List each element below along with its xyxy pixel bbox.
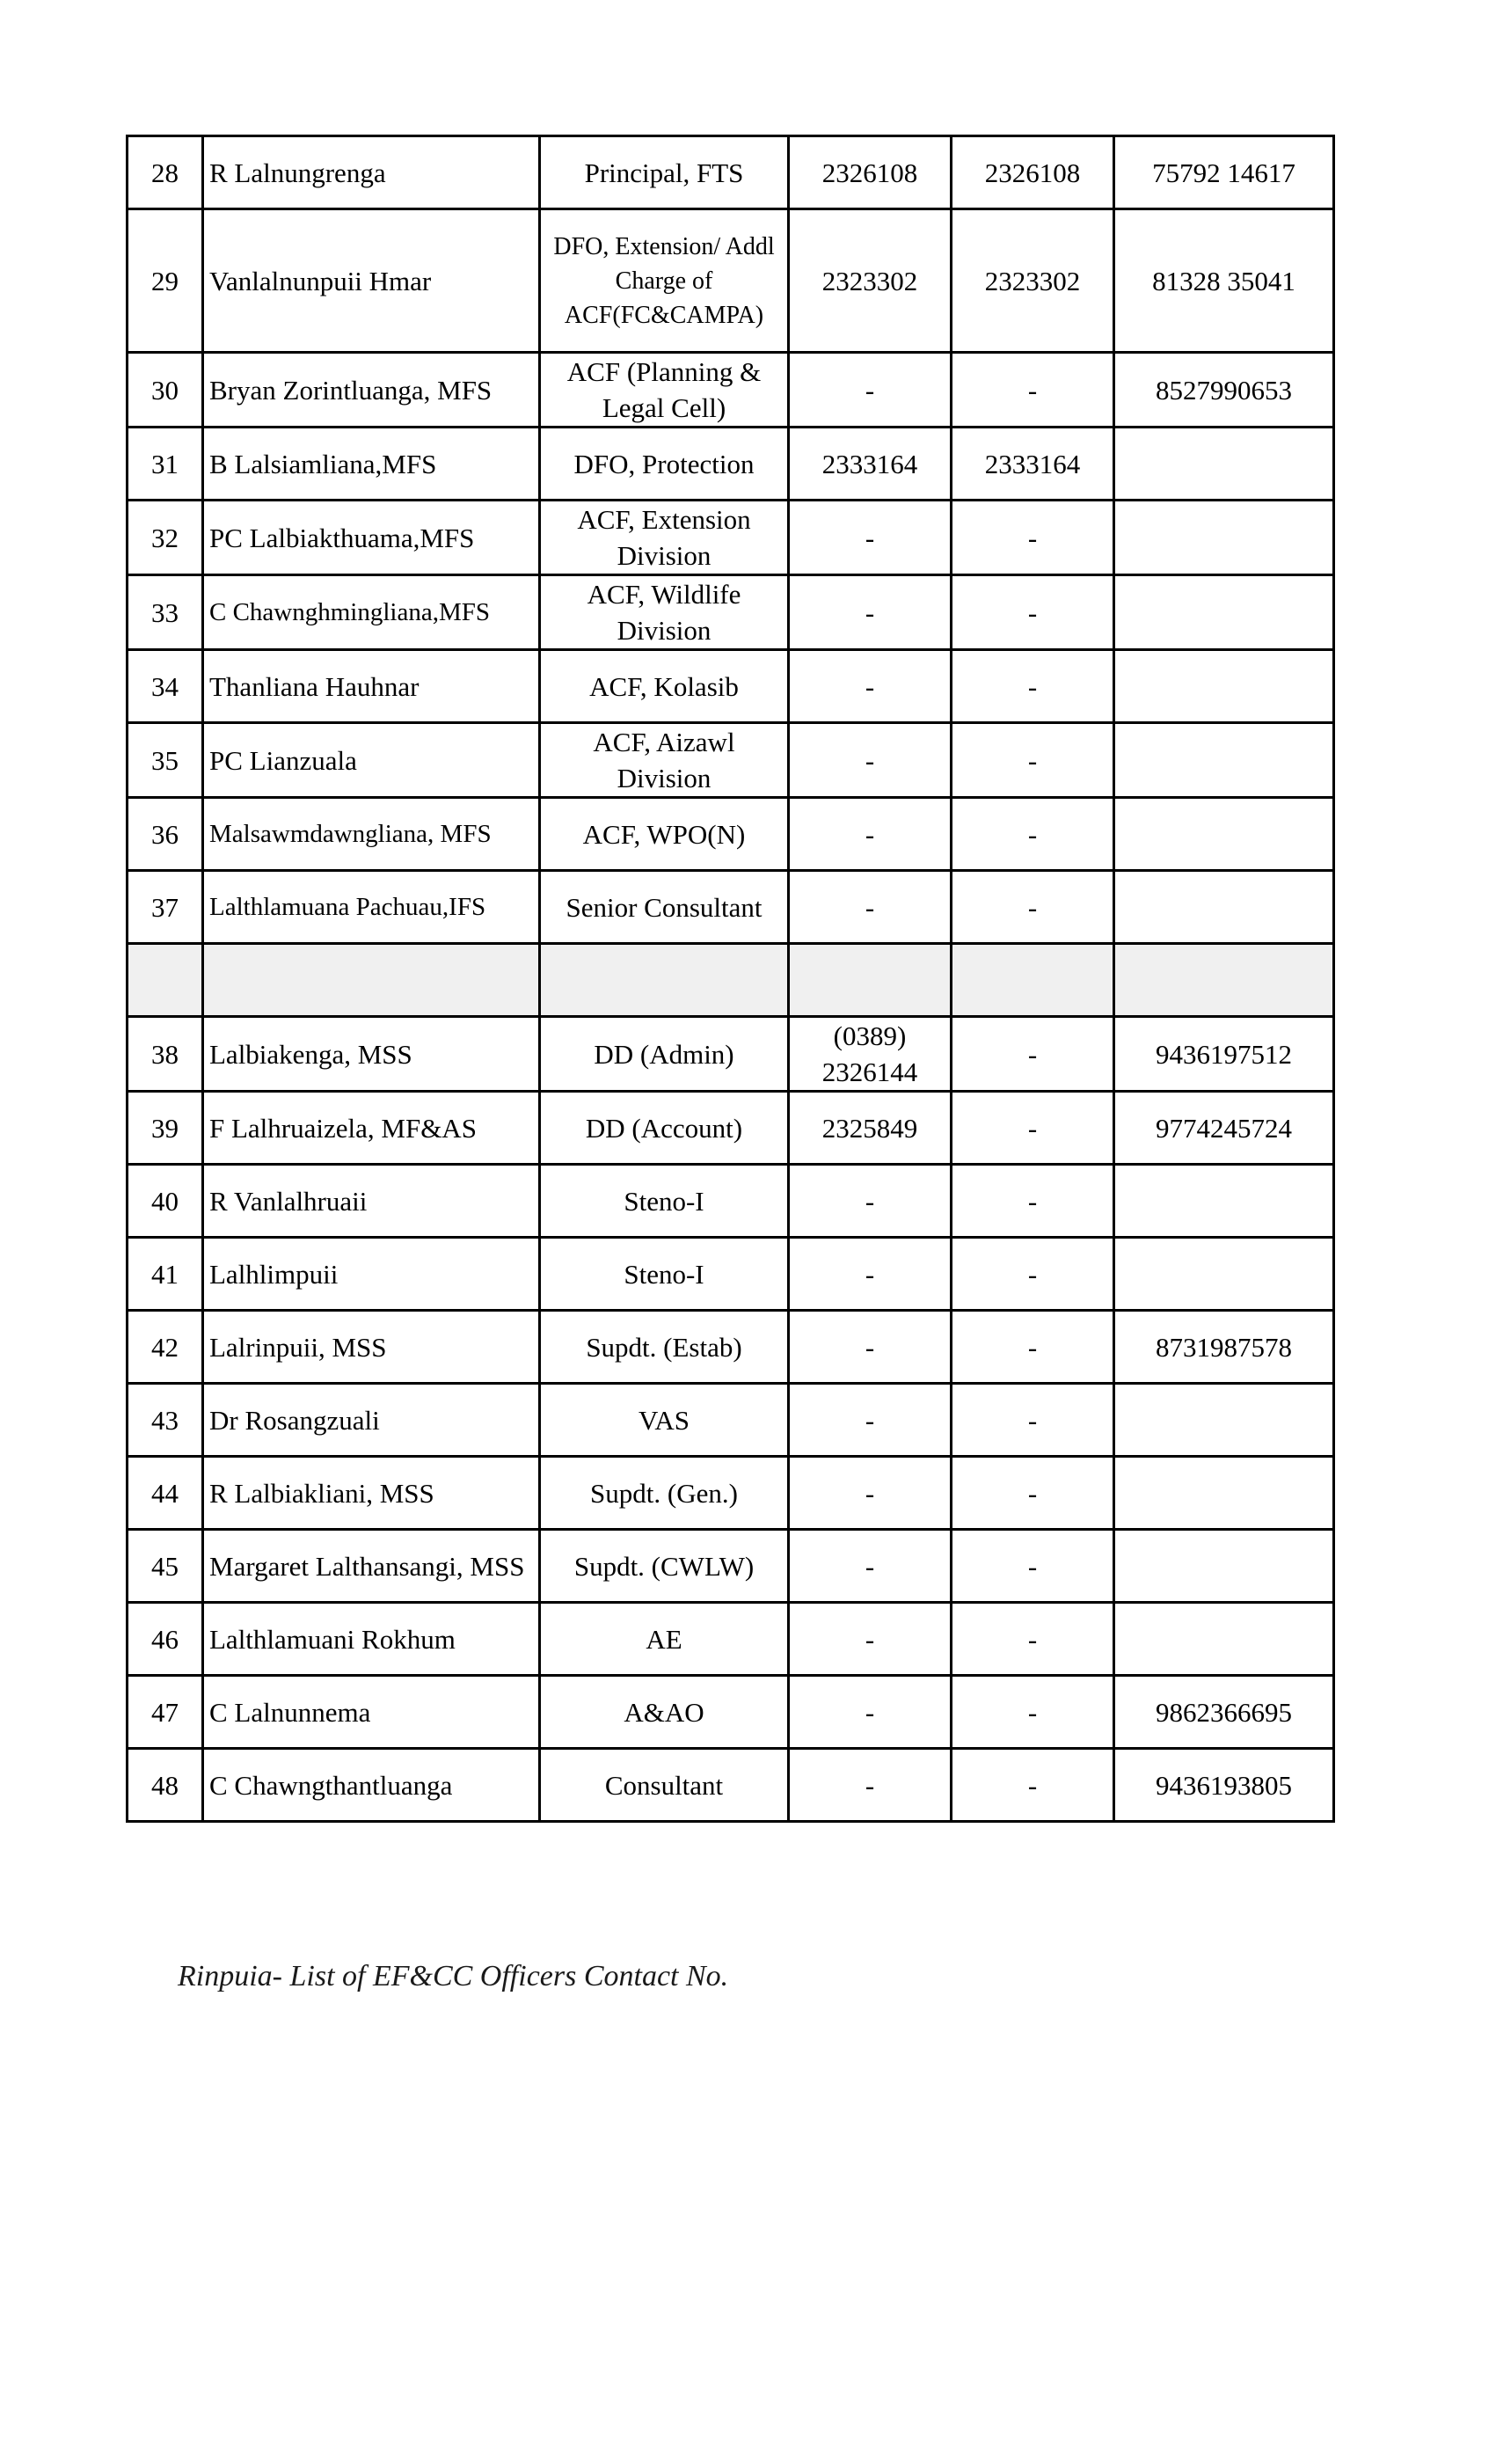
office-phone: - bbox=[789, 353, 952, 428]
designation: DD (Account) bbox=[540, 1092, 789, 1165]
fax-number: - bbox=[952, 871, 1114, 944]
fax-number: - bbox=[952, 1457, 1114, 1530]
table-row bbox=[128, 501, 1334, 575]
serial-number: 48 bbox=[128, 1749, 203, 1822]
table-row bbox=[128, 1311, 1334, 1384]
office-phone: - bbox=[789, 501, 952, 575]
mobile-number bbox=[1114, 798, 1334, 871]
mobile-number: 9436197512 bbox=[1114, 1017, 1334, 1092]
designation: Supdt. (Estab) bbox=[540, 1311, 789, 1384]
officer-name: Lalbiakenga, MSS bbox=[203, 1017, 540, 1092]
mobile-number: 9436193805 bbox=[1114, 1749, 1334, 1822]
designation: Principal, FTS bbox=[540, 136, 789, 209]
officer-name: F Lalhruaizela, MF&AS bbox=[203, 1092, 540, 1165]
office-phone: - bbox=[789, 723, 952, 798]
fax-number: - bbox=[952, 1092, 1114, 1165]
mobile-number bbox=[1114, 650, 1334, 723]
officer-name: R Lalbiakliani, MSS bbox=[203, 1457, 540, 1530]
office-phone: 2333164 bbox=[789, 428, 952, 501]
officer-name: PC Lalbiakthuama,MFS bbox=[203, 501, 540, 575]
officer-name: R Vanlalhruaii bbox=[203, 1165, 540, 1238]
fax-number: - bbox=[952, 798, 1114, 871]
designation: AE bbox=[540, 1603, 789, 1676]
table-row bbox=[128, 209, 1334, 353]
office-phone: - bbox=[789, 575, 952, 650]
office-phone: - bbox=[789, 1530, 952, 1603]
office-phone: - bbox=[789, 1676, 952, 1749]
officer-name: B Lalsiamliana,MFS bbox=[203, 428, 540, 501]
officer-name: Vanlalnunpuii Hmar bbox=[203, 209, 540, 353]
table-row bbox=[128, 1165, 1334, 1238]
mobile-number: 75792 14617 bbox=[1114, 136, 1334, 209]
designation: Supdt. (CWLW) bbox=[540, 1530, 789, 1603]
office-phone: - bbox=[789, 1457, 952, 1530]
officer-name: R Lalnungrenga bbox=[203, 136, 540, 209]
table-row bbox=[128, 723, 1334, 798]
designation: Steno-I bbox=[540, 1238, 789, 1311]
officer-name bbox=[203, 944, 540, 1017]
fax-number: 2326108 bbox=[952, 136, 1114, 209]
mobile-number bbox=[1114, 871, 1334, 944]
fax-number: - bbox=[952, 1384, 1114, 1457]
serial-number bbox=[128, 944, 203, 1017]
designation: DFO, Protection bbox=[540, 428, 789, 501]
serial-number: 31 bbox=[128, 428, 203, 501]
officer-name: Bryan Zorintluanga, MFS bbox=[203, 353, 540, 428]
mobile-number bbox=[1114, 1603, 1334, 1676]
fax-number bbox=[952, 944, 1114, 1017]
table-row bbox=[128, 136, 1334, 209]
table-row bbox=[128, 1238, 1334, 1311]
contact-table-body bbox=[128, 136, 1334, 1822]
fax-number: - bbox=[952, 1749, 1114, 1822]
officer-name: C Chawngthantluanga bbox=[203, 1749, 540, 1822]
officer-name: C Chawnghmingliana,MFS bbox=[203, 575, 540, 650]
table-row bbox=[128, 1384, 1334, 1457]
designation: ACF, WPO(N) bbox=[540, 798, 789, 871]
office-phone: (0389) 2326144 bbox=[789, 1017, 952, 1092]
table-row bbox=[128, 575, 1334, 650]
mobile-number bbox=[1114, 1457, 1334, 1530]
serial-number: 38 bbox=[128, 1017, 203, 1092]
fax-number: - bbox=[952, 353, 1114, 428]
office-phone: - bbox=[789, 1384, 952, 1457]
table-row bbox=[128, 871, 1334, 944]
mobile-number bbox=[1114, 501, 1334, 575]
serial-number: 32 bbox=[128, 501, 203, 575]
mobile-number bbox=[1114, 944, 1334, 1017]
mobile-number: 8527990653 bbox=[1114, 353, 1334, 428]
table-row bbox=[128, 1749, 1334, 1822]
office-phone: 2325849 bbox=[789, 1092, 952, 1165]
table-row bbox=[128, 1092, 1334, 1165]
serial-number: 44 bbox=[128, 1457, 203, 1530]
fax-number: - bbox=[952, 501, 1114, 575]
serial-number: 33 bbox=[128, 575, 203, 650]
office-phone: - bbox=[789, 798, 952, 871]
serial-number: 30 bbox=[128, 353, 203, 428]
serial-number: 37 bbox=[128, 871, 203, 944]
mobile-number: 81328 35041 bbox=[1114, 209, 1334, 353]
designation: Supdt. (Gen.) bbox=[540, 1457, 789, 1530]
serial-number: 35 bbox=[128, 723, 203, 798]
mobile-number: 8731987578 bbox=[1114, 1311, 1334, 1384]
officer-name: Malsawmdawngliana, MFS bbox=[203, 798, 540, 871]
serial-number: 46 bbox=[128, 1603, 203, 1676]
mobile-number: 9862366695 bbox=[1114, 1676, 1334, 1749]
mobile-number bbox=[1114, 428, 1334, 501]
table-row bbox=[128, 428, 1334, 501]
office-phone: - bbox=[789, 650, 952, 723]
serial-number: 34 bbox=[128, 650, 203, 723]
fax-number: - bbox=[952, 1530, 1114, 1603]
table-row bbox=[128, 1457, 1334, 1530]
serial-number: 47 bbox=[128, 1676, 203, 1749]
fax-number: - bbox=[952, 575, 1114, 650]
fax-number: - bbox=[952, 650, 1114, 723]
office-phone: - bbox=[789, 1749, 952, 1822]
serial-number: 42 bbox=[128, 1311, 203, 1384]
table-row bbox=[128, 798, 1334, 871]
fax-number: 2323302 bbox=[952, 209, 1114, 353]
designation: ACF, Kolasib bbox=[540, 650, 789, 723]
serial-number: 43 bbox=[128, 1384, 203, 1457]
designation: Steno-I bbox=[540, 1165, 789, 1238]
mobile-number bbox=[1114, 723, 1334, 798]
contact-table bbox=[126, 135, 1335, 1823]
officer-name: Margaret Lalthansangi, MSS bbox=[203, 1530, 540, 1603]
office-phone: 2326108 bbox=[789, 136, 952, 209]
fax-number: - bbox=[952, 1238, 1114, 1311]
designation: VAS bbox=[540, 1384, 789, 1457]
mobile-number bbox=[1114, 1530, 1334, 1603]
designation: ACF, Extension Division bbox=[540, 501, 789, 575]
fax-number: - bbox=[952, 1017, 1114, 1092]
office-phone: - bbox=[789, 1165, 952, 1238]
designation: DD (Admin) bbox=[540, 1017, 789, 1092]
fax-number: - bbox=[952, 1676, 1114, 1749]
office-phone bbox=[789, 944, 952, 1017]
officer-name: Thanliana Hauhnar bbox=[203, 650, 540, 723]
serial-number: 39 bbox=[128, 1092, 203, 1165]
office-phone: - bbox=[789, 1311, 952, 1384]
mobile-number bbox=[1114, 575, 1334, 650]
fax-number: - bbox=[952, 1311, 1114, 1384]
designation: ACF (Planning & Legal Cell) bbox=[540, 353, 789, 428]
serial-number: 40 bbox=[128, 1165, 203, 1238]
designation bbox=[540, 944, 789, 1017]
fax-number: 2333164 bbox=[952, 428, 1114, 501]
table-row bbox=[128, 1603, 1334, 1676]
serial-number: 29 bbox=[128, 209, 203, 353]
designation: Senior Consultant bbox=[540, 871, 789, 944]
office-phone: - bbox=[789, 871, 952, 944]
officer-name: Lalthlamuani Rokhum bbox=[203, 1603, 540, 1676]
table-row bbox=[128, 650, 1334, 723]
document-footnote: Rinpuia- List of EF&CC Officers Contact No. bbox=[178, 1960, 729, 1992]
serial-number: 28 bbox=[128, 136, 203, 209]
designation: DFO, Extension/ Addl Charge of ACF(FC&CAMPA) bbox=[540, 209, 789, 353]
officer-name: Lalhlimpuii bbox=[203, 1238, 540, 1311]
designation: ACF, Aizawl Division bbox=[540, 723, 789, 798]
fax-number: - bbox=[952, 1165, 1114, 1238]
office-phone: - bbox=[789, 1238, 952, 1311]
blank-separator-row bbox=[128, 944, 1334, 1017]
serial-number: 36 bbox=[128, 798, 203, 871]
table-row bbox=[128, 1676, 1334, 1749]
designation: ACF, Wildlife Division bbox=[540, 575, 789, 650]
designation: Consultant bbox=[540, 1749, 789, 1822]
officer-name: Dr Rosangzuali bbox=[203, 1384, 540, 1457]
mobile-number bbox=[1114, 1238, 1334, 1311]
designation: A&AO bbox=[540, 1676, 789, 1749]
office-phone: - bbox=[789, 1603, 952, 1676]
officer-name: Lalrinpuii, MSS bbox=[203, 1311, 540, 1384]
table-row bbox=[128, 1017, 1334, 1092]
officer-name: PC Lianzuala bbox=[203, 723, 540, 798]
mobile-number bbox=[1114, 1384, 1334, 1457]
serial-number: 41 bbox=[128, 1238, 203, 1311]
officer-name: Lalthlamuana Pachuau,IFS bbox=[203, 871, 540, 944]
mobile-number bbox=[1114, 1165, 1334, 1238]
mobile-number: 9774245724 bbox=[1114, 1092, 1334, 1165]
fax-number: - bbox=[952, 723, 1114, 798]
table-row bbox=[128, 353, 1334, 428]
officer-name: C Lalnunnema bbox=[203, 1676, 540, 1749]
office-phone: 2323302 bbox=[789, 209, 952, 353]
table-row bbox=[128, 1530, 1334, 1603]
fax-number: - bbox=[952, 1603, 1114, 1676]
serial-number: 45 bbox=[128, 1530, 203, 1603]
